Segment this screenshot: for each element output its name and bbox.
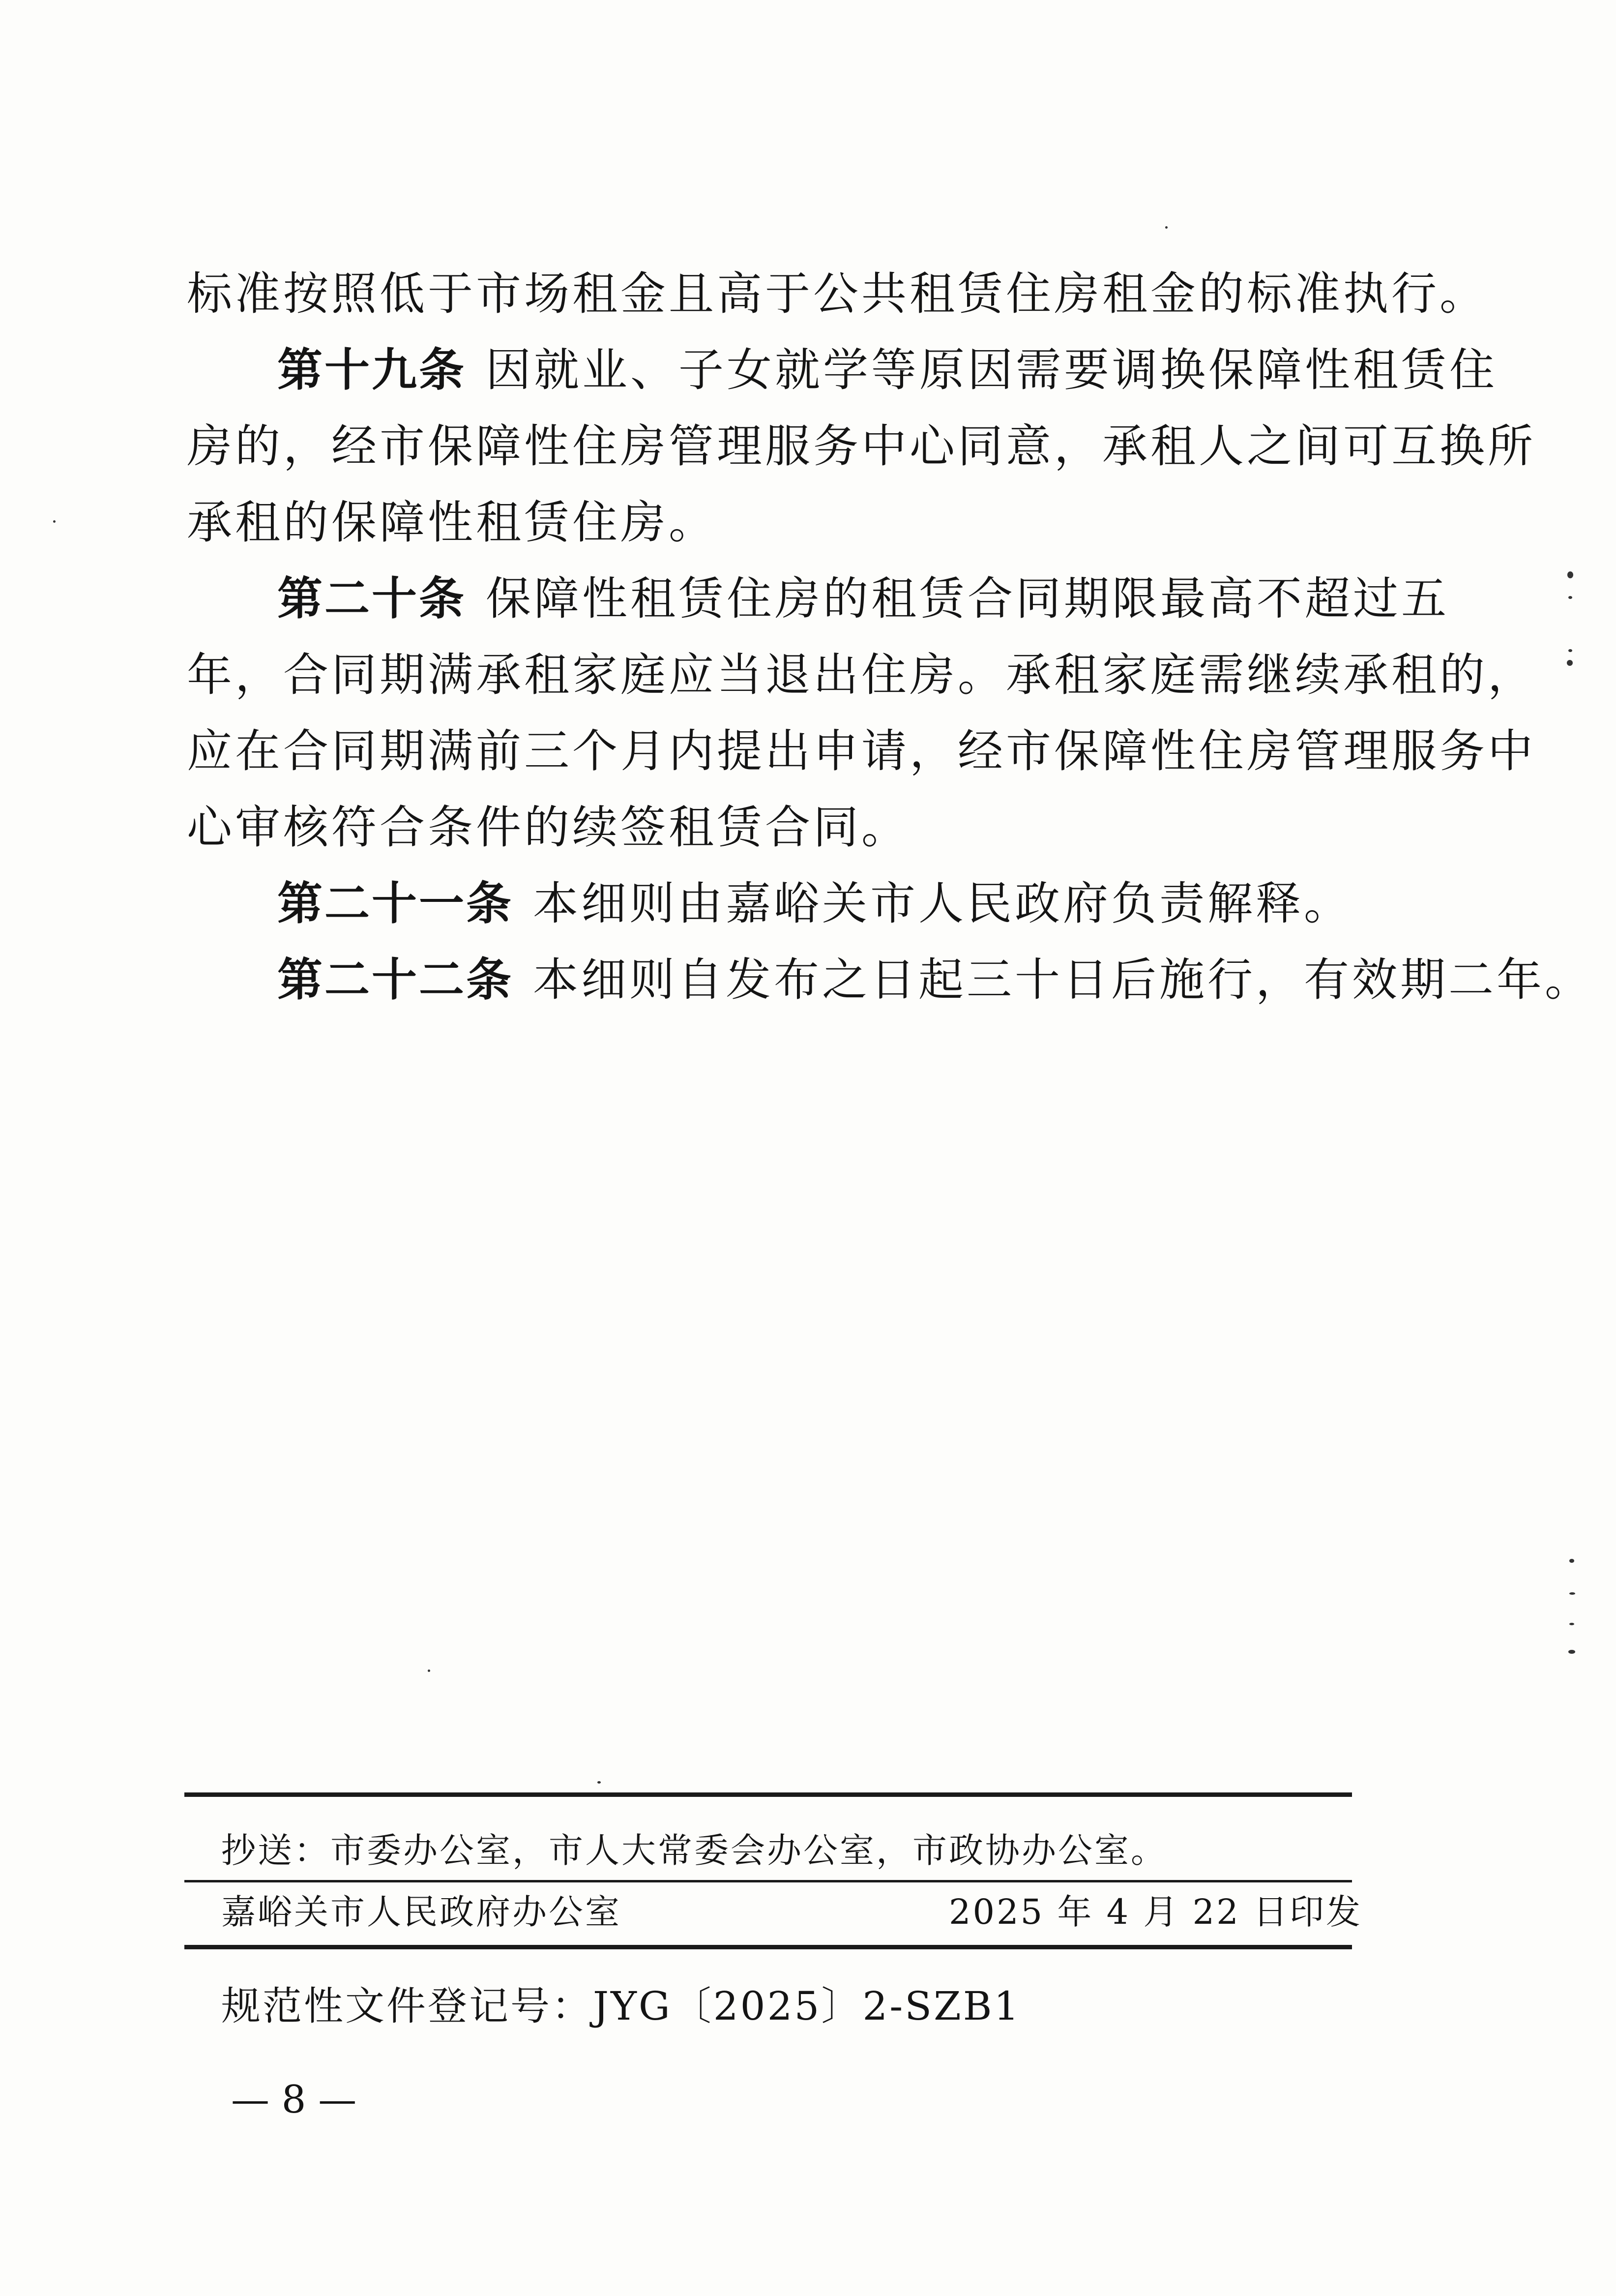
article-20-line-1 (187, 561, 1450, 637)
article-20-line-3: 应在合同期满前三个月内提出申请，经市保障性住房管理服务中 (187, 725, 1536, 777)
article-21-line-1 (187, 865, 1386, 942)
article-20-line-4: 心审核符合条件的续签租赁合同。 (187, 801, 910, 854)
scan-speck (597, 1781, 601, 1784)
article-22-text: 本细则自发布之日起三十日后施行，有效期二年。 (533, 954, 1593, 1006)
issuer: 嘉峪关市人民政府办公室 (221, 1892, 621, 1932)
scan-speck (1165, 226, 1168, 229)
document-body (187, 256, 1593, 1018)
article-20-text: 保障性租赁住房的租赁合同期限最高不超过五 (486, 572, 1450, 625)
scan-speck (1567, 660, 1573, 666)
footer-top-rule (184, 1792, 1352, 1797)
article-19-text: 因就业、子女就学等原因需要调换保障性租赁住 (486, 344, 1498, 396)
article-19-line-2: 房的，经市保障性住房管理服务中心同意，承租人之间可互换所 (187, 420, 1536, 473)
article-19-line-1 (187, 332, 1498, 408)
article-20-heading: 第二十条 (277, 572, 467, 625)
article-21-heading: 第二十一条 (277, 877, 514, 930)
scan-speck (1569, 1559, 1574, 1563)
footer-bottom-rule (184, 1945, 1352, 1949)
scan-speck (1568, 596, 1572, 599)
footer-middle-rule (184, 1880, 1352, 1882)
paragraph-continuation-line: 标准按照低于市场租金且高于公共租赁住房租金的标准执行。 (187, 268, 1488, 320)
registration-number: 规范性文件登记号：JYG〔2025〕2-SZB1 (221, 1983, 1021, 2029)
scan-speck (1568, 1650, 1575, 1654)
article-20-line-2: 年，合同期满承租家庭应当退出住房。承租家庭需继续承租的， (187, 649, 1536, 701)
article-22-heading: 第二十二条 (277, 954, 514, 1006)
scan-speck (1569, 1623, 1574, 1625)
scan-speck (1567, 571, 1573, 578)
scan-speck (53, 520, 56, 523)
article-22-line-1 (187, 942, 1593, 1018)
article-19-heading: 第十九条 (277, 344, 467, 396)
article-19-line-3: 承租的保障性租赁住房。 (187, 496, 717, 549)
cc-line: 抄送：市委办公室，市人大常委会办公室，市政协办公室。 (221, 1830, 1167, 1871)
scan-speck (428, 1670, 430, 1672)
issue-date: 2025 年 4 月 22 日印发 (949, 1892, 1363, 1932)
scan-speck (1568, 649, 1572, 652)
page-number: — 8 — (231, 2078, 357, 2122)
article-21-text: 本细则由嘉峪关市人民政府负责解释。 (533, 877, 1352, 930)
scan-speck (1569, 1592, 1575, 1595)
